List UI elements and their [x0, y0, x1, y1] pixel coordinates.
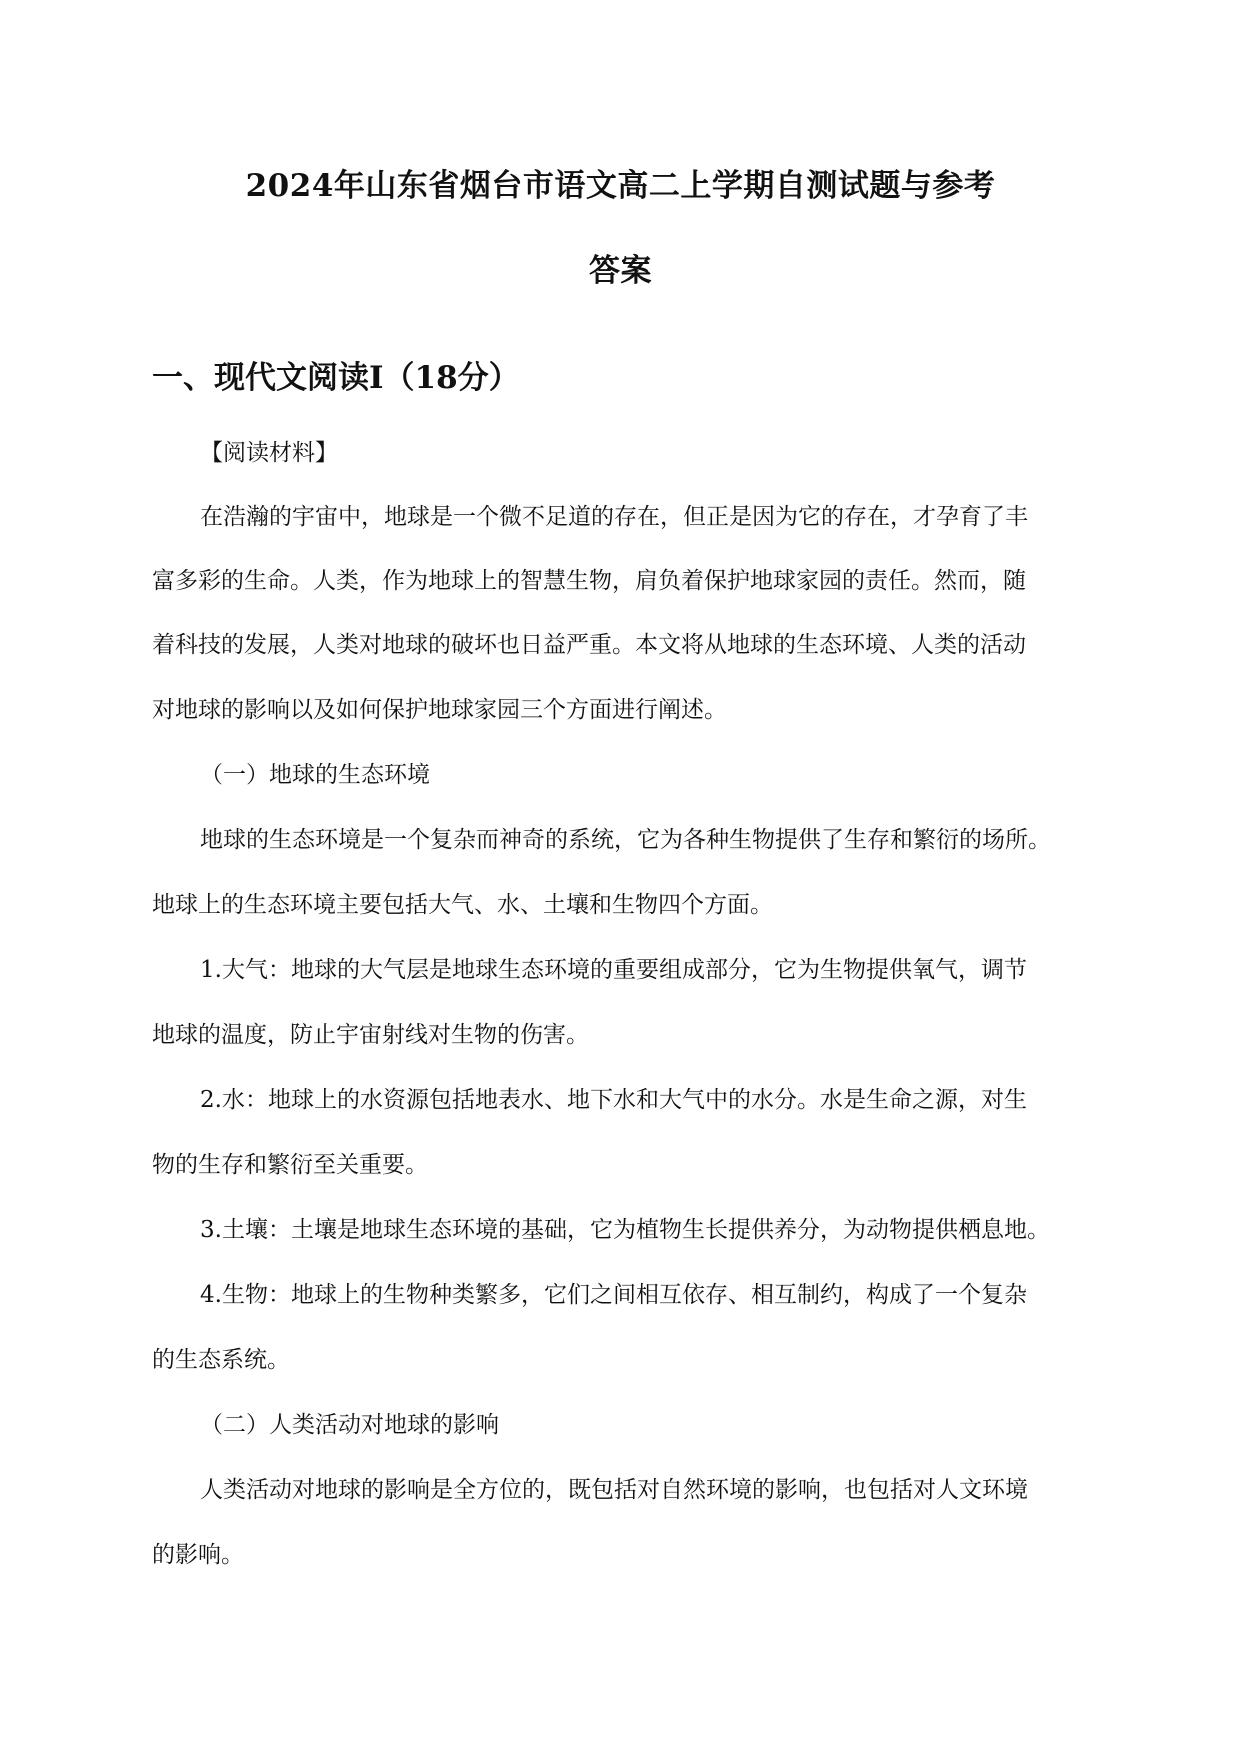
paragraph-line: 人类活动对地球的影响是全方位的，既包括对自然环境的影响，也包括对人文环境: [200, 1477, 1028, 1503]
document-title-line1: 2024年山东省烟台市语文高二上学期自测试题与参考: [245, 168, 996, 204]
paragraph-line: 地球的生态环境是一个复杂而神奇的系统，它为各种生物提供了生存和繁衍的场所。: [200, 827, 1051, 853]
list-item-line: 3.土壤：土壤是地球生态环境的基础，它为植物生长提供养分，为动物提供栖息地。: [200, 1217, 1050, 1243]
paragraph-line: 的影响。: [152, 1542, 244, 1568]
subheading: （二）人类活动对地球的影响: [200, 1412, 499, 1438]
list-item-line: 物的生存和繁衍至关重要。: [152, 1152, 428, 1178]
list-item-line: 的生态系统。: [152, 1347, 290, 1373]
paragraph-line: 对地球的影响以及如何保护地球家园三个方面进行阐述。: [152, 697, 727, 723]
paragraph-line: 着科技的发展，人类对地球的破坏也日益严重。本文将从地球的生态环境、人类的活动: [152, 632, 1026, 658]
paragraph-line: 富多彩的生命。人类，作为地球上的智慧生物，肩负着保护地球家园的责任。然而，随: [152, 568, 1026, 594]
list-item-line: 地球的温度，防止宇宙射线对生物的伤害。: [152, 1022, 589, 1048]
material-label: 【阅读材料】: [200, 440, 338, 466]
paragraph-line: 地球上的生态环境主要包括大气、水、土壤和生物四个方面。: [152, 892, 773, 918]
subheading: （一）地球的生态环境: [200, 762, 430, 788]
list-item-line: 1.大气：地球的大气层是地球生态环境的重要组成部分，它为生物提供氧气，调节: [200, 957, 1027, 983]
list-item-line: 2.水：地球上的水资源包括地表水、地下水和大气中的水分。水是生命之源，对生: [200, 1087, 1027, 1113]
document-title-line2: 答案: [589, 253, 652, 289]
list-item-line: 4.生物：地球上的生物种类繁多，它们之间相互依存、相互制约，构成了一个复杂: [200, 1282, 1027, 1308]
section-heading: 一、现代文阅读Ⅰ（18分）: [152, 360, 520, 396]
paragraph-line: 在浩瀚的宇宙中，地球是一个微不足道的存在，但正是因为它的存在，才孕育了丰: [200, 504, 1028, 530]
